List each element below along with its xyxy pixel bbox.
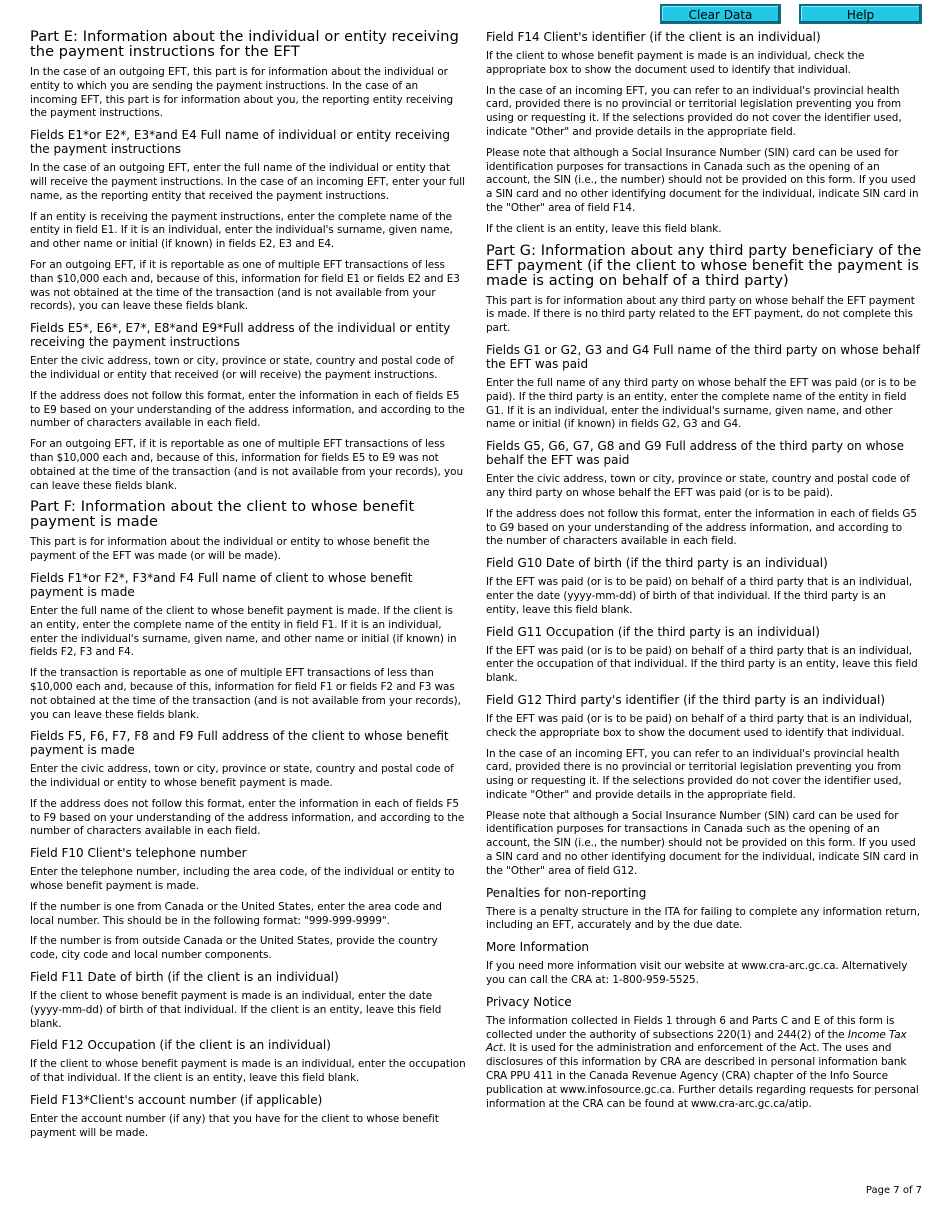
help-button[interactable]: Help <box>799 4 922 24</box>
paragraph: For an outgoing EFT, if it is reportable as one of multiple EFT transactions of less than $10,000 each and, because of this, information for field E1 or fields E2 and E3 was not obtained at the time of the transaction (and is not available from your records), you can leave these fields blank. <box>30 258 460 313</box>
paragraph: If the EFT was paid (or is to be paid) on behalf of a third party that is an individual, check the appropriate box to show the document used to identify that individual. <box>486 712 913 739</box>
clear-data-button[interactable]: Clear Data <box>660 4 781 24</box>
field-f14-heading: Field F14 Client's identifier (if the client is an individual) <box>486 30 821 44</box>
field-f13-heading: Field F13*Client's account number (if applicable) <box>30 1093 323 1108</box>
fields-g1-g4-heading: Fields G1 or G2, G3 and G4 Full name of the third party on whose behalf the EFT was paid <box>486 342 920 371</box>
paragraph: Enter the full name of any third party on whose behalf the EFT was paid (or is to be paid). If the third party is an entity, enter the complete name of the entity in field G1. If it is an individual, enter the individual's surname, given name, and other name or initial (if known) in fields G2, G3 and G4. <box>486 376 917 431</box>
privacy-notice-heading: Privacy Notice <box>486 994 572 1009</box>
paragraph: If the address does not follow this format, enter the information in each of fields F5 to F9 based on your understanding of the address information, and according to the number of characters available in each field. <box>30 797 465 838</box>
paragraph: If the number is from outside Canada or the United States, provide the country code, city code and local number components. <box>30 935 438 962</box>
field-f12-heading: Field F12 Occupation (if the client is an individual) <box>30 1038 331 1053</box>
paragraph: For an outgoing EFT, if it is reportable as one of multiple EFT transactions of less than $10,000 each and, because of this, information for fields E5 to E9 was not obtained at the time of the transaction (and is not available from your records), you can leave these fields blank. <box>30 438 463 492</box>
fields-f1-f4-heading: Fields F1*or F2*, F3*and F4 Full name of client to whose benefit payment is made <box>30 570 413 599</box>
privacy-text-b: . It is used for the administration and enforcement of the Act. The uses and disclosures of this information by CRA are described in personal information bank CRA PPU 411 in the Canada Revenue Agency (CRA) chapter of the Info Source publication at www.infosource.gc.ca. Further details regarding requests for personal information at the CRA can be found at www.cra-arc.gc.ca/atip. <box>486 1042 919 1110</box>
fields-e5-e9-heading: Fields E5*, E6*, E7*, E8*and E9*Full address of the individual or entity receiving the payment instructions <box>30 321 451 350</box>
field-f10-heading: Field F10 Client's telephone number <box>30 846 247 861</box>
field-f11-heading: Field F11 Date of birth (if the client is an individual) <box>30 970 339 985</box>
paragraph: Enter the telephone number, including the area code, of the individual or entity to whose benefit payment is made. <box>30 866 455 893</box>
paragraph: There is a penalty structure in the ITA for failing to complete any information return, including an EFT, accurately and by the due date. <box>486 905 921 932</box>
paragraph: If the EFT was paid (or is to be paid) on behalf of a third party that is an individual, enter the occupation of that individual. If the third party is an entity, leave this field blank. <box>486 644 918 685</box>
more-information-heading: More Information <box>486 940 590 955</box>
page-number: Page 7 of 7 <box>865 1185 922 1196</box>
paragraph: If the address does not follow this format, enter the information in each of fields E5 to E9 based on your understanding of the address information, and according to the number of characters available in each field. <box>30 389 465 430</box>
paragraph: If the client to whose benefit payment is made is an individual, enter the date (yyyy-mm-dd) of birth of that individual. If the client is an entity, leave this field blank. <box>30 990 442 1030</box>
paragraph: In the case of an incoming EFT, you can refer to an individual's provincial health card, provided there is no provincial or territorial legislation preventing you from using or requesting it. If the selections provided do not cover the identifier used, indicate "Other" and provide details in the appropriate field. <box>486 84 902 138</box>
paragraph: If the client to whose benefit payment is made is an individual, enter the occupation of that individual. If the client is an entity, leave this field blank. <box>30 1058 466 1085</box>
penalties-heading: Penalties for non-reporting <box>486 885 647 900</box>
part-g-intro: This part is for information about any third party on whose behalf the EFT payment is made. If there is no third party related to the EFT payment, do not complete this part. <box>486 294 915 335</box>
paragraph: Enter the civic address, town or city, province or state, country and postal code of the individual or entity that received (or will receive) the payment instructions. <box>30 355 454 381</box>
fields-f5-f9-heading: Fields F5, F6, F7, F8 and F9 Full address of the client to whose benefit payment is made <box>30 729 449 758</box>
right-column <box>486 30 922 1118</box>
paragraph: If you need more information visit our website at www.cra-arc.gc.ca. Alternatively you can call the CRA at: 1-800-959-5525. <box>486 960 908 987</box>
paragraph: Enter the civic address, town or city, province or state, country and postal code of the individual or entity to whose benefit payment is made. <box>30 763 454 790</box>
paragraph: In the case of an incoming EFT, you can refer to an individual's provincial health card, provided there is no provincial or territorial legislation preventing you from using or requesting it. If the selections provided do not cover the identifier used, indicate "Other" and provide details in the appropriate field. <box>486 747 902 801</box>
paragraph: If an entity is receiving the payment instructions, enter the complete name of the entity in field E1. If it is an individual, enter the individual's surname, given name, and other name or initial (if known) in fields E2, E3 and E4. <box>30 210 453 251</box>
paragraph: If the EFT was paid (or is to be paid) on behalf of a third party that is an individual, enter the date (yyyy-mm-dd) of birth of that individual. If the third party is an entity, leave this field blank. <box>486 576 913 616</box>
paragraph: If the client to whose benefit payment is made is an individual, check the appropriate box to show the document used to identify that individual. <box>486 50 865 76</box>
paragraph: Enter the civic address, town or city, province or state, country and postal code of any third party on whose behalf the EFT was paid (or is to be paid). <box>486 473 910 499</box>
privacy-act-name: Income Tax Act <box>486 1028 907 1055</box>
paragraph: Please note that although a Social Insurance Number (SIN) card can be used for identification purposes for transactions in Canada such as the opening of an account, the SIN (i.e., the number) should not be provided on this form. If you used a SIN card and no other identifying document for the individual, indicate SIN card in the "Other" area of field G12. <box>486 809 919 877</box>
privacy-paragraph <box>486 1015 922 1112</box>
privacy-text-a: The information collected in Fields 1 through 6 and Parts C and E of this form is collected under the authority of subsections 220(1) and 244(2) of the <box>486 1014 895 1041</box>
fields-g5-g9-heading: Fields G5, G6, G7, G8 and G9 Full address of the third party on whose behalf the EFT was paid <box>486 439 905 468</box>
paragraph: Enter the full name of the client to whose benefit payment is made. If the client is an entity, enter the complete name of the entity in field F1. If it is an individual, enter the individual's surname, given name, and other name or initial (if known) in fields F2, F3 and F4. <box>30 604 457 659</box>
fields-e1-e4-heading: Fields E1*or E2*, E3*and E4 Full name of individual or entity receiving the payment instructions <box>30 128 450 157</box>
paragraph: Enter the account number (if any) that you have for the client to whose benefit payment will be made. <box>30 1113 439 1139</box>
paragraph: If the transaction is reportable as one of multiple EFT transactions of less than $10,000 each and, because of this, information for field F1 or fields F2 and F3 was not obtained at the time of the transaction (and is not available from your records), you can leave these fields blank. <box>30 667 461 721</box>
field-g12-heading: Field G12 Third party's identifier (if the third party is an individual) <box>486 692 886 707</box>
field-g11-heading: Field G11 Occupation (if the third party is an individual) <box>486 624 820 639</box>
paragraph: If the address does not follow this format, enter the information in each of fields G5 to G9 based on your understanding of the address information, and according to the number of characters available in each field. <box>486 507 917 548</box>
left-column <box>30 30 466 1148</box>
part-e-intro: In the case of an outgoing EFT, this part is for information about the individual or entity to which you are sending the payment instructions. In the case of an incoming EFT, this part is for information about you, the reporting entity receiving the payment instructions. <box>30 66 454 120</box>
paragraph: Please note that although a Social Insurance Number (SIN) card can be used for identification purposes for transactions in Canada such as the opening of an account, the SIN (i.e., the number) should not be provided on this form. If you used a SIN card and no other identifying document for the individual, indicate SIN card in the "Other" area of field F14. <box>486 146 919 214</box>
part-f-title: Part F: Information about the client to whose benefit payment is made <box>30 499 415 531</box>
paragraph: If the number is one from Canada or the United States, enter the area code and local number. This should be in the following format: "999-999-9999". <box>30 900 442 927</box>
part-e-title: Part E: Information about the individual or entity receiving the payment instructions for the EFT <box>30 29 459 60</box>
paragraph: In the case of an outgoing EFT, enter the full name of the individual or entity that will receive the payment instructions. In the case of an incoming EFT, enter your full name, as the reporting entity that received the payment instructions. <box>30 162 465 202</box>
part-f-intro: This part is for information about the individual or entity to whose benefit the payment of the EFT was made (or will be made). <box>30 536 430 563</box>
part-g-title: Part G: Information about any third party beneficiary of the EFT payment (if the client to whose benefit the payment is made is acting on behalf of a third party) <box>486 242 922 289</box>
paragraph: If the client is an entity, leave this field blank. <box>486 222 722 235</box>
field-g10-heading: Field G10 Date of birth (if the third party is an individual) <box>486 556 828 571</box>
